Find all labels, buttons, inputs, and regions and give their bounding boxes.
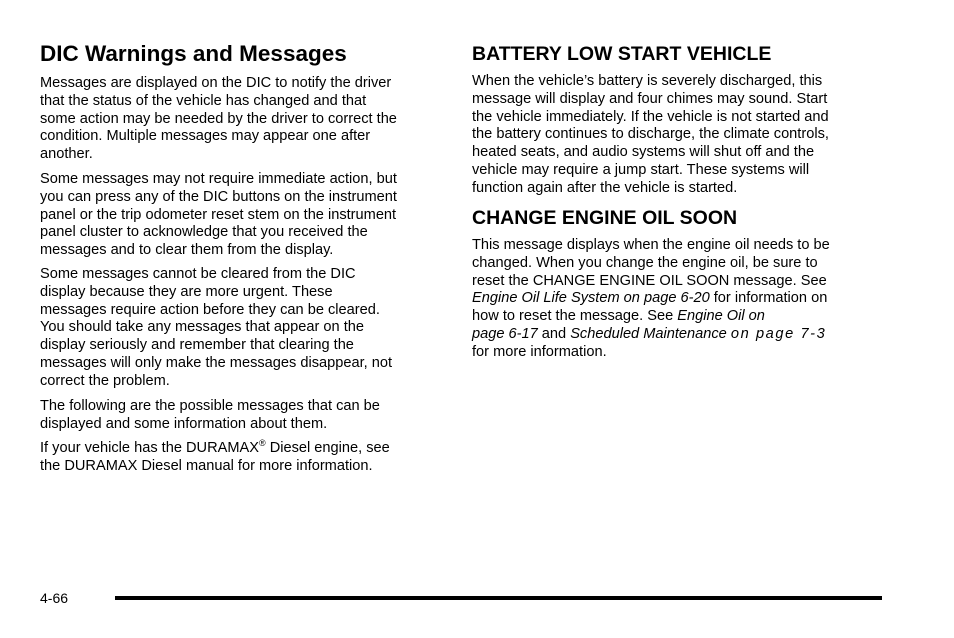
registered-mark: ® (259, 438, 266, 448)
paragraph-possible-messages (40, 398, 440, 434)
text-line: displayed and some information about them. (40, 415, 328, 432)
page-number: 4-66 (40, 590, 69, 606)
text-line: You should take any messages that appear on the (40, 319, 364, 336)
heading-battery-low: BATTERY LOW START VEHICLE (472, 43, 772, 65)
text-line: messages will only make the messages disappear, not (40, 354, 393, 371)
text-line: message will display and four chimes may sound. Start (472, 90, 828, 107)
text-fragment: Diesel engine, see (265, 440, 390, 456)
text-line: display seriously and remember that clearing the (40, 337, 354, 354)
text-line: messages and to clear them from the display. (40, 242, 334, 259)
text-line (472, 308, 877, 326)
text-line: another. (40, 146, 93, 163)
cross-reference-oil-life[interactable]: Engine Oil Life System on page 6-20 (472, 290, 710, 307)
text-line (40, 440, 440, 458)
paragraph-urgent-messages (40, 266, 440, 391)
section-title: DIC Warnings and Messages (40, 41, 347, 66)
text-line: vehicle may require a jump start. These systems will (472, 161, 810, 178)
text-line: changed. When you change the engine oil, be sure to (472, 254, 818, 271)
text-line: some action may be needed by the driver to correct the (40, 110, 397, 127)
text-line: you can press any of the DIC buttons on the instrument (40, 188, 397, 205)
text-line: This message displays when the engine oil needs to be (472, 237, 830, 253)
text-line: panel or the trip odometer reset stem on the instrument (40, 206, 397, 223)
cross-reference-scheduled-maintenance[interactable]: Scheduled Maintenance (570, 325, 731, 342)
footer-rule (115, 596, 882, 600)
text-line: When the vehicle’s battery is severely discharged, this (472, 73, 823, 89)
cross-reference-engine-oil[interactable]: Engine Oil on (677, 308, 765, 325)
text-fragment: and (537, 325, 571, 342)
text-line: function again after the vehicle is started. (472, 179, 738, 196)
text-fragment: how to reset the message. See (472, 308, 678, 325)
text-line: Some messages cannot be cleared from the DIC (40, 266, 356, 282)
text-line: the DURAMAX Diesel manual for more information. (40, 457, 373, 474)
text-line: reset the CHANGE ENGINE OIL SOON message. See (472, 272, 827, 289)
text-fragment: If your vehicle has the DURAMAX (40, 440, 259, 456)
paragraph-change-oil (472, 237, 877, 362)
text-line: that the status of the vehicle has changed and that (40, 92, 367, 109)
paragraph-dic-intro (40, 75, 440, 164)
text-line: Messages are displayed on the DIC to notify the driver (40, 75, 392, 91)
text-line: panel cluster to acknowledge that you received the (40, 224, 368, 241)
paragraph-battery-low (472, 73, 877, 198)
text-line: display because they are more urgent. These (40, 283, 333, 300)
paragraph-acknowledge (40, 171, 440, 260)
text-line: the vehicle immediately. If the vehicle is not started and (472, 108, 829, 125)
text-line: heated seats, and audio systems will shut off and the (472, 144, 815, 161)
text-line: correct the problem. (40, 372, 170, 389)
text-line: The following are the possible messages that can be (40, 398, 380, 414)
text-line: the battery continues to discharge, the climate controls, (472, 126, 829, 143)
heading-change-oil: CHANGE ENGINE OIL SOON (472, 207, 738, 229)
paragraph-duramax (40, 440, 440, 476)
text-line: messages require action before they can be cleared. (40, 301, 380, 318)
text-line (472, 326, 877, 344)
text-fragment: for information on (709, 290, 828, 307)
cross-reference-scheduled-maintenance-page[interactable]: on page 7-3 (730, 325, 827, 342)
text-line (472, 290, 877, 308)
text-line: Some messages may not require immediate action, but (40, 171, 397, 187)
text-line: condition. Multiple messages may appear one after (40, 128, 371, 145)
text-line: for more information. (472, 343, 607, 360)
cross-reference-engine-oil-page[interactable]: page 6-17 (472, 325, 538, 342)
